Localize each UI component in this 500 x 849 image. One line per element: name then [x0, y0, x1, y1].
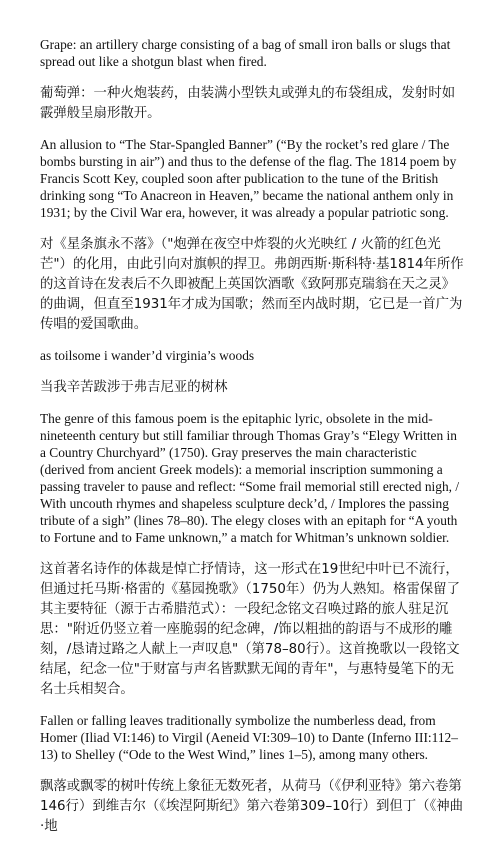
paragraph-genre-en: The genre of this famous poem is the epitaphic lyric, obsolete in the mid-nineteenth century but still familiar through Thomas Gray’s “Elegy Written in a Country Churchyard” (1750). Gray preserves the main characteristic (derived from ancient Greek models): a memorial inscription summoning a passing traveler to pause and reflect: “Some frail memorial still erected nigh, / With uncouth rhymes and shapeless sculpture deck’d, / Implores the passing tribute of a sigh” (lines 78–80). The elegy closes with an epitaph for “A youth to Fortune and to Fame unknown,” a match for Whitman’s unknown soldier.	[40, 411, 460, 545]
document-page	[40, 36, 464, 849]
paragraph-anthem-zh: 对《星条旗永不落》（"炮弹在夜空中炸裂的火光映红 / 火箭的红色光芒"）的化用，由此引向对旗帜的捍卫。弗朗西斯·斯科特·基1814年所作的这首诗在发表后不久即被配上英国饮酒歌《致阿那克瑞翁在天之灵》的曲调，但直至1931年才成为国歌；然而至内战时期，它已是一首广为传唱的爱国歌曲。	[40, 237, 464, 332]
paragraph-grape-zh: 葡萄弹：一种火炮装药，由装满小型铁丸或弹丸的布袋组成，发射时如霰弹般呈扇形散开。	[40, 86, 456, 121]
paragraph-genre-zh: 这首著名诗作的体裁是悼亡抒情诗，这一形式在19世纪中叶已不流行，但通过托马斯·格雷的《墓园挽歌》（1750年）仍为人熟知。格雷保留了其主要特征（源于古希腊范式）：一段纪念铭文召唤过路的旅人驻足沉思："附近仍竖立着一座脆弱的纪念碑，/饰以粗拙的韵语与不成形的雕刻，/恳请过路之人献上一声叹息"（第78–80行）。这首挽歌以一段铭文结尾，纪念一位"于财富与声名皆默默无闻的青年"，与惠特曼笔下的无名士兵相契合。	[40, 562, 460, 697]
paragraph-leaves-en: Fallen or falling leaves traditionally symbolize the numberless dead, from Homer (Iliad VI:146) to Virgil (Aeneid VI:309–10) to Dante (Inferno III:112–13) to Shelley (“Ode to the West Wind,” lines 1–5), among many others.	[40, 713, 458, 762]
paragraph-grape-en: Grape: an artillery charge consisting of a bag of small iron balls or slugs that spread out like a shotgun blast when fired.	[40, 37, 451, 69]
poem-title-en: as toilsome i wander’d virginia’s woods	[40, 348, 255, 363]
poem-title-zh: 当我辛苦跋涉于弗吉尼亚的树林	[40, 380, 228, 395]
paragraph-anthem-en: An allusion to “The Star-Spangled Banner” (“By the rocket’s red glare / The bombs bursting in air”) and thus to the defense of the flag. The 1814 poem by Francis Scott Key, coupled soon after publication to the tune of the British drinking song “To Anacreon in Heaven,” became the national anthem only in 1931; by the Civil War era, however, it was already a popular patriotic song.	[40, 137, 457, 220]
paragraph-leaves-zh: 飘落或飘零的树叶传统上象征无数死者，从荷马（《伊利亚特》第六卷第146行）到维吉尔（《埃涅阿斯纪》第六卷第309–10行）到但丁（《神曲·地	[40, 779, 463, 834]
